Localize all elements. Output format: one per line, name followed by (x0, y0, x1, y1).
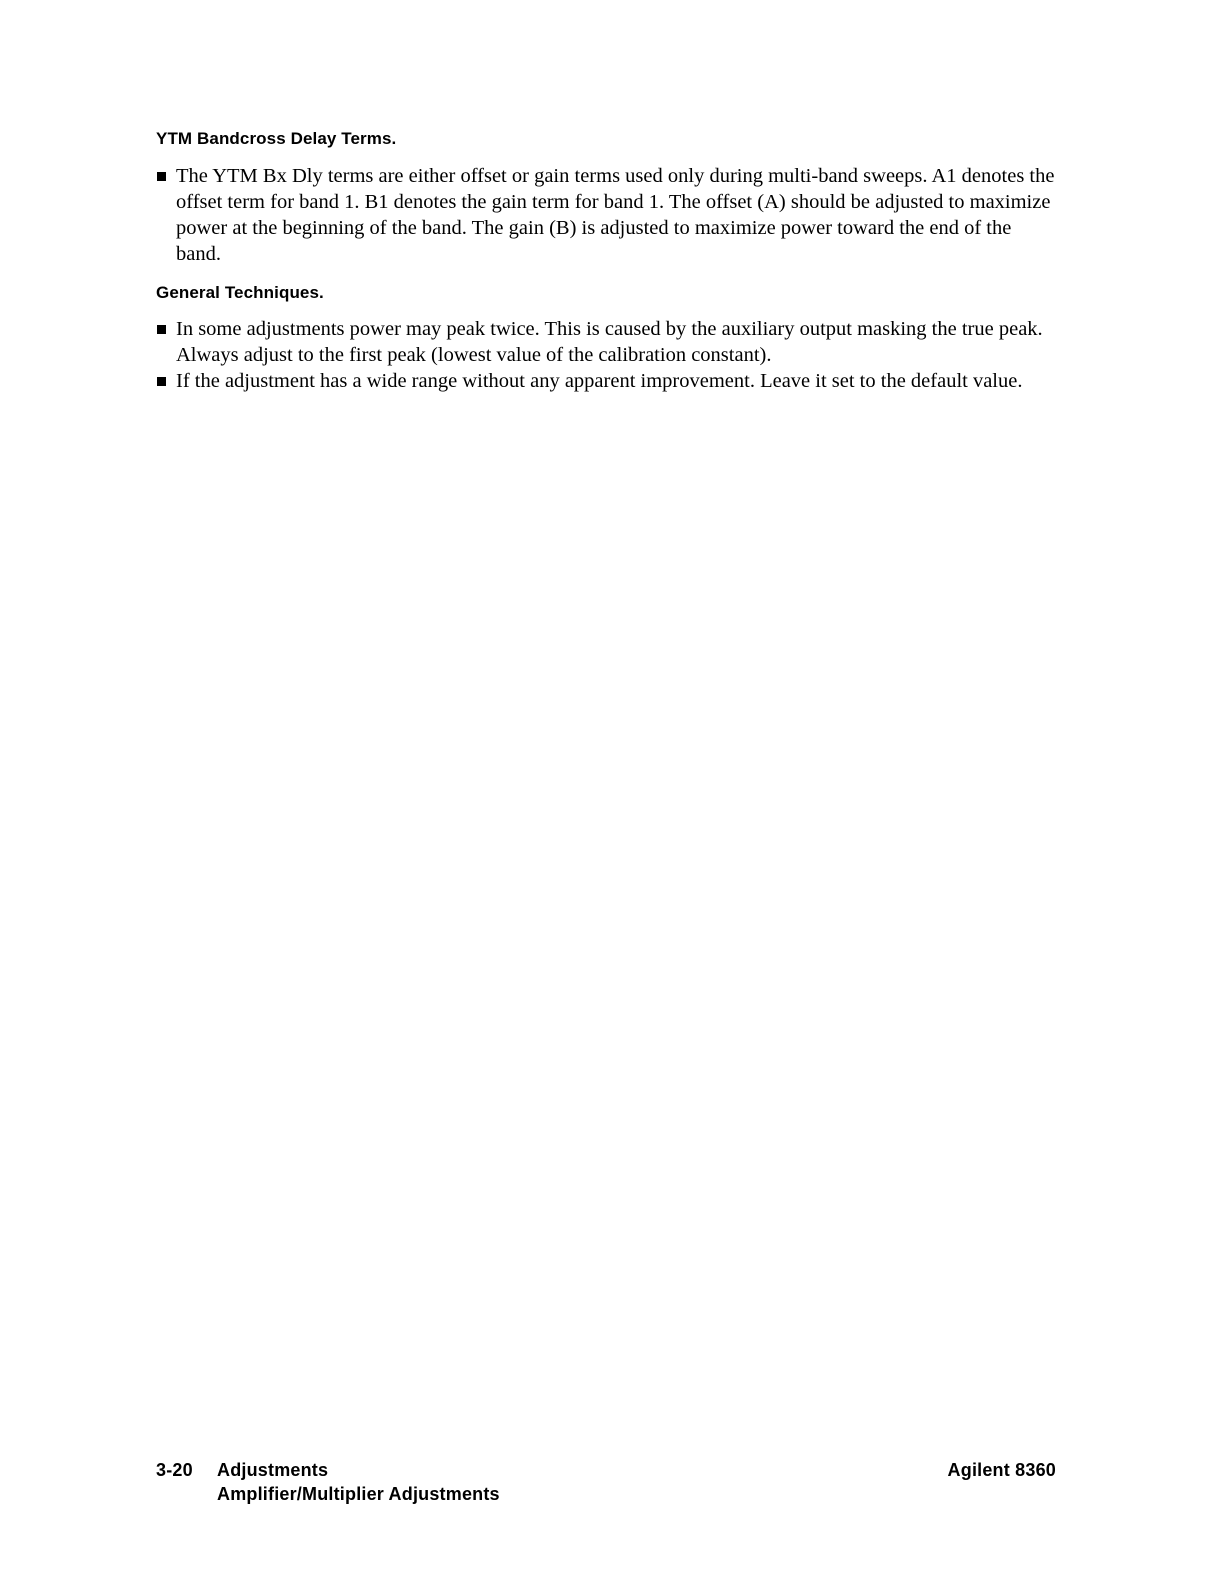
bullet-list-general (156, 316, 1056, 394)
square-bullet-icon (157, 325, 166, 334)
bullet-text: The YTM Bx Dly terms are either offset or gain terms used only during multi-band sweeps. A1 denotes the offset term for band 1. B1 denotes the gain term for band 1. The offset (A) should be adjusted to maximize power at the beginning of the band. The gain (B) is adjusted to maximize power toward the end of the band. (176, 165, 1055, 265)
footer-page-number: 3-20 (156, 1460, 193, 1480)
square-bullet-icon (157, 377, 166, 386)
list-item (156, 316, 1056, 368)
footer-section-title: Amplifier/Multiplier Adjustments (217, 1484, 500, 1504)
square-bullet-icon (157, 172, 166, 181)
footer-product-name: Agilent 8360 (947, 1460, 1056, 1480)
bullet-text: In some adjustments power may peak twice. This is caused by the auxiliary output masking the true peak. Always adjust to the first peak (lowest value of the calibration constant). (176, 318, 1043, 366)
bullet-list-ytm (156, 163, 1056, 267)
list-item (156, 163, 1056, 267)
footer-chapter-title: Adjustments (217, 1460, 329, 1480)
section-heading-ytm-bandcross: YTM Bandcross Delay Terms. (156, 129, 397, 148)
section-heading-general-techniques: General Techniques. (156, 283, 324, 302)
list-item (156, 368, 1056, 394)
bullet-text: If the adjustment has a wide range without any apparent improvement. Leave it set to the default value. (176, 370, 1023, 392)
